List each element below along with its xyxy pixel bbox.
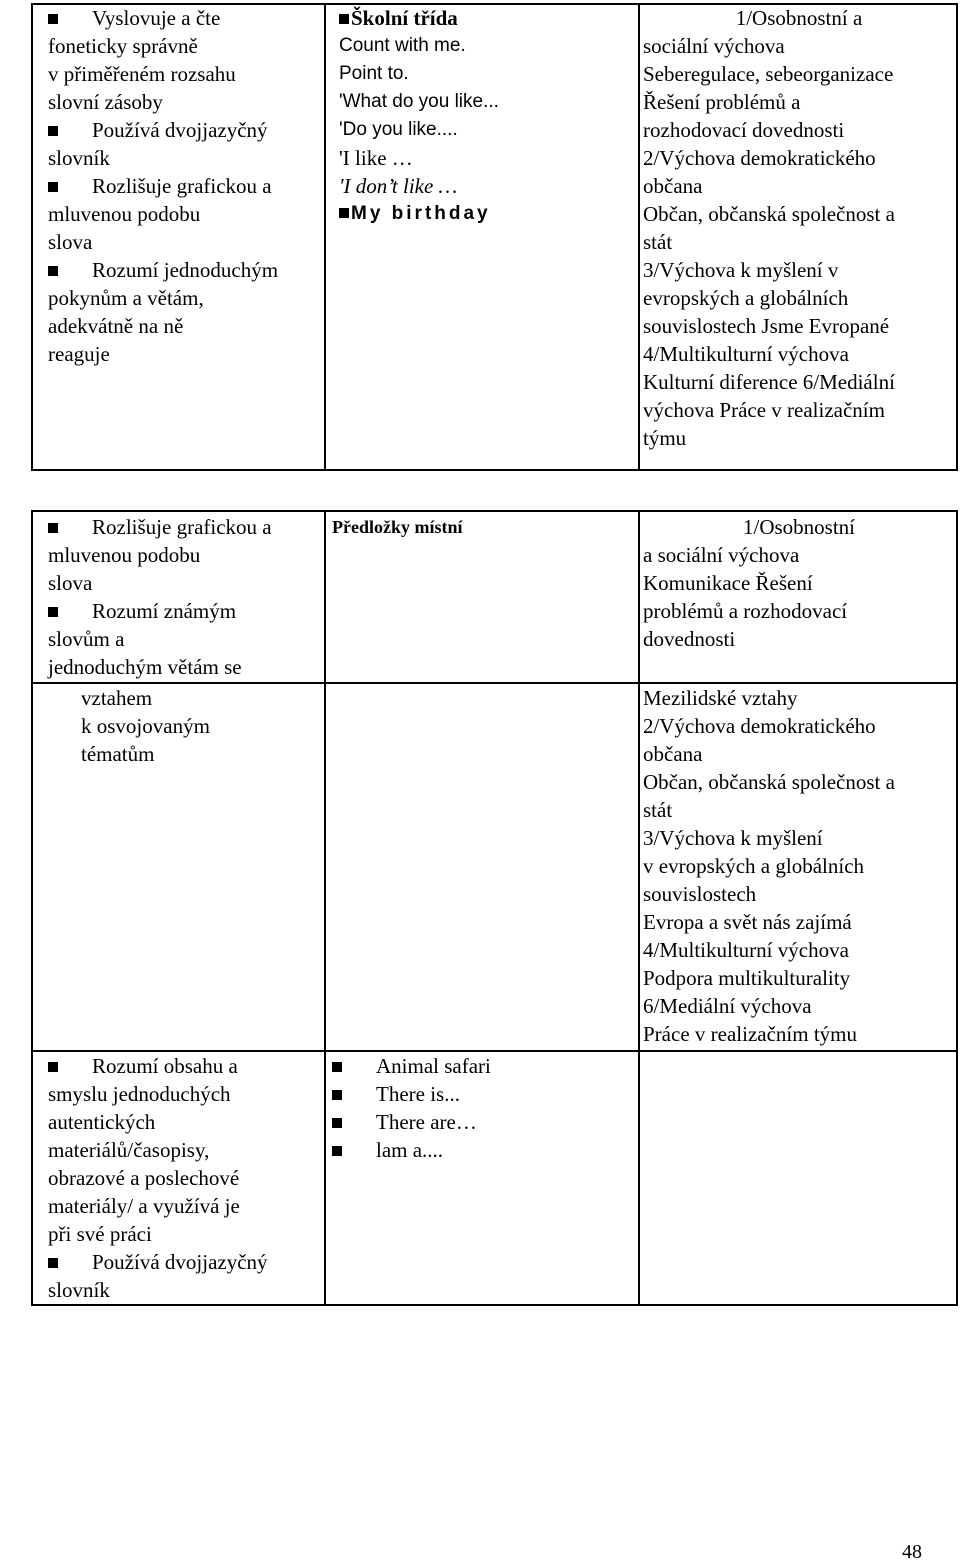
text-line: stát bbox=[643, 798, 673, 822]
text-line bbox=[48, 597, 320, 625]
text-line: 3/Výchova k myšlení v bbox=[643, 258, 839, 282]
text-line: 2/Výchova demokratického bbox=[643, 146, 876, 170]
line-text: slovník bbox=[48, 146, 110, 170]
topic-line: 'Do you like.... bbox=[339, 119, 458, 140]
line-text: slova bbox=[48, 571, 93, 595]
text-line: Podpora multikulturality bbox=[643, 966, 851, 990]
text-line bbox=[48, 1052, 320, 1080]
t1-crosscurricular-cell bbox=[643, 4, 955, 452]
bullet-icon bbox=[339, 14, 349, 24]
topic-line-i-like: 'I like … bbox=[339, 146, 413, 170]
line-text: pokynům a větám, bbox=[48, 286, 204, 310]
t1-topics-cell bbox=[339, 4, 634, 228]
text-line: rozhodovací dovednosti bbox=[643, 118, 845, 142]
text-line bbox=[48, 256, 320, 284]
line-text: Rozlišuje grafickou a bbox=[92, 515, 272, 539]
text-line bbox=[48, 625, 320, 653]
bullet-icon bbox=[48, 1258, 58, 1268]
text-line: občana bbox=[643, 742, 703, 766]
t2-r3-outcomes-cell bbox=[48, 1052, 320, 1304]
text-line bbox=[48, 4, 320, 32]
line-text: slovník bbox=[48, 1278, 110, 1302]
t2-r2-crosscurricular-cell bbox=[643, 684, 955, 1048]
text-line bbox=[48, 312, 320, 340]
bullet-icon bbox=[48, 126, 58, 136]
line-text: jednoduchým větám se bbox=[48, 655, 242, 679]
text-line: Občan, občanská společnost a bbox=[643, 202, 895, 226]
bullet-icon bbox=[332, 1062, 342, 1072]
bullet-icon bbox=[332, 1118, 342, 1128]
line-text: Vyslovuje a čte bbox=[92, 6, 221, 30]
line-text: There are… bbox=[376, 1110, 477, 1134]
bullet-icon bbox=[48, 14, 58, 24]
table-1-divider-1 bbox=[324, 3, 326, 471]
line-text: při své práci bbox=[48, 1222, 152, 1246]
line-text: Rozumí známým bbox=[92, 599, 237, 623]
text-line bbox=[48, 1220, 320, 1248]
text-line: Občan, občanská společnost a bbox=[643, 770, 895, 794]
text-line: týmu bbox=[643, 426, 687, 450]
t2-r3-topics-cell bbox=[332, 1052, 632, 1164]
line-text: materiály/ a využívá je bbox=[48, 1194, 240, 1218]
text-line: evropských a globálních bbox=[643, 286, 849, 310]
bullet-icon bbox=[332, 1146, 342, 1156]
line-text: v přiměřeném rozsahu bbox=[48, 62, 236, 86]
text-line bbox=[48, 1108, 320, 1136]
line-text: lam a.... bbox=[376, 1138, 444, 1162]
text-line bbox=[48, 1276, 320, 1304]
text-line: tématům bbox=[81, 742, 155, 766]
text-line bbox=[48, 144, 320, 172]
text-line: výchova Práce v realizačním bbox=[643, 398, 885, 422]
line-text: Rozumí jednoduchým bbox=[92, 258, 279, 282]
text-line: 2/Výchova demokratického bbox=[643, 714, 876, 738]
t2-r1-crosscurricular-cell bbox=[643, 513, 955, 653]
text-line bbox=[48, 1248, 320, 1276]
line-text: slova bbox=[48, 230, 93, 254]
text-line: Evropa a svět nás zajímá bbox=[643, 910, 852, 934]
line-text: Animal safari bbox=[376, 1054, 491, 1078]
table-2-divider-1 bbox=[324, 510, 326, 1306]
text-line: 1/Osobnostní bbox=[742, 515, 855, 539]
bullet-icon bbox=[332, 1090, 342, 1100]
line-text: Používá dvojjazyčný bbox=[92, 118, 268, 142]
text-line: vztahem bbox=[81, 686, 153, 710]
line-text: slovům a bbox=[48, 627, 125, 651]
topic-line: Point to. bbox=[339, 63, 409, 84]
text-line: k osvojovaným bbox=[81, 714, 210, 738]
text-line bbox=[48, 541, 320, 569]
bullet-icon bbox=[48, 523, 58, 533]
text-line bbox=[332, 1108, 632, 1136]
text-line bbox=[48, 340, 320, 368]
line-text: mluvenou podobu bbox=[48, 543, 201, 567]
text-line: souvislostech Jsme Evropané bbox=[643, 314, 890, 338]
prepositions-heading: Předložky místní bbox=[332, 517, 463, 537]
topic-line: 'What do you like... bbox=[339, 91, 499, 112]
text-line bbox=[48, 60, 320, 88]
bullet-icon bbox=[48, 266, 58, 276]
text-line: občana bbox=[643, 174, 703, 198]
text-line bbox=[48, 200, 320, 228]
text-line: Mezilidské vztahy bbox=[643, 686, 798, 710]
topic-line-i-dont-like: 'I don’t like … bbox=[339, 174, 458, 198]
text-line bbox=[48, 116, 320, 144]
text-line bbox=[48, 284, 320, 312]
text-line: sociální výchova bbox=[643, 34, 785, 58]
line-text: obrazové a poslechové bbox=[48, 1166, 240, 1190]
line-text: mluvenou podobu bbox=[48, 202, 201, 226]
text-line bbox=[48, 513, 320, 541]
topic-heading: Školní třída bbox=[339, 4, 634, 32]
topic-birthday: My birthday bbox=[339, 200, 634, 228]
line-text: materiálů/časopisy, bbox=[48, 1138, 210, 1162]
text-line bbox=[48, 228, 320, 256]
text-line bbox=[48, 88, 320, 116]
text-line: Komunikace Řešení bbox=[643, 571, 813, 595]
text-line bbox=[48, 653, 320, 681]
text-line: Řešení problémů a bbox=[643, 90, 801, 114]
bullet-icon bbox=[48, 1062, 58, 1072]
text-line: problémů a rozhodovací bbox=[643, 599, 848, 623]
text-line bbox=[48, 1080, 320, 1108]
text-line: souvislostech bbox=[643, 882, 757, 906]
line-text: foneticky správně bbox=[48, 34, 198, 58]
table-1-divider-2 bbox=[638, 3, 640, 471]
text-line bbox=[332, 1080, 632, 1108]
text-line bbox=[48, 32, 320, 60]
line-text: adekvátně na ně bbox=[48, 314, 184, 338]
text-line: Seberegulace, sebeorganizace bbox=[643, 62, 894, 86]
text-line: stát bbox=[643, 230, 673, 254]
text-line bbox=[48, 1136, 320, 1164]
bullet-icon bbox=[48, 607, 58, 617]
text-line: v evropských a globálních bbox=[643, 854, 865, 878]
topic-line: Count with me. bbox=[339, 35, 466, 56]
text-line: 4/Multikulturní výchova bbox=[643, 938, 849, 962]
text-line bbox=[48, 1192, 320, 1220]
text-line: 1/Osobnostní a bbox=[735, 6, 863, 30]
line-text: slovní zásoby bbox=[48, 90, 163, 114]
text-line: Kulturní diference 6/Mediální bbox=[643, 370, 895, 394]
text-line bbox=[48, 1164, 320, 1192]
text-line: dovednosti bbox=[643, 627, 736, 651]
text-line bbox=[48, 172, 320, 200]
line-text: Rozumí obsahu a bbox=[92, 1054, 238, 1078]
text-line: 6/Mediální výchova bbox=[643, 994, 812, 1018]
line-text: reaguje bbox=[48, 342, 110, 366]
line-text: smyslu jednoduchých bbox=[48, 1082, 231, 1106]
table-2-divider-2 bbox=[638, 510, 640, 1306]
page-number: 48 bbox=[902, 1541, 922, 1563]
bullet-icon bbox=[339, 208, 349, 218]
text-line bbox=[332, 1052, 632, 1080]
text-line bbox=[332, 1136, 632, 1164]
t2-r1-outcomes-cell bbox=[48, 513, 320, 681]
line-text: Používá dvojjazyčný bbox=[92, 1250, 268, 1274]
text-line: 4/Multikulturní výchova bbox=[643, 342, 849, 366]
line-text: There is... bbox=[376, 1082, 460, 1106]
text-line: 3/Výchova k myšlení bbox=[643, 826, 823, 850]
line-text: Rozlišuje grafickou a bbox=[92, 174, 272, 198]
text-line: a sociální výchova bbox=[643, 543, 800, 567]
text-line bbox=[48, 569, 320, 597]
line-text: autentických bbox=[48, 1110, 156, 1134]
bullet-icon bbox=[48, 182, 58, 192]
t1-outcomes-cell bbox=[48, 4, 320, 368]
t2-r1-topic-cell bbox=[332, 513, 632, 541]
text-line: Práce v realizačním týmu bbox=[643, 1022, 857, 1046]
t2-r2-outcomes-cell bbox=[81, 684, 321, 768]
